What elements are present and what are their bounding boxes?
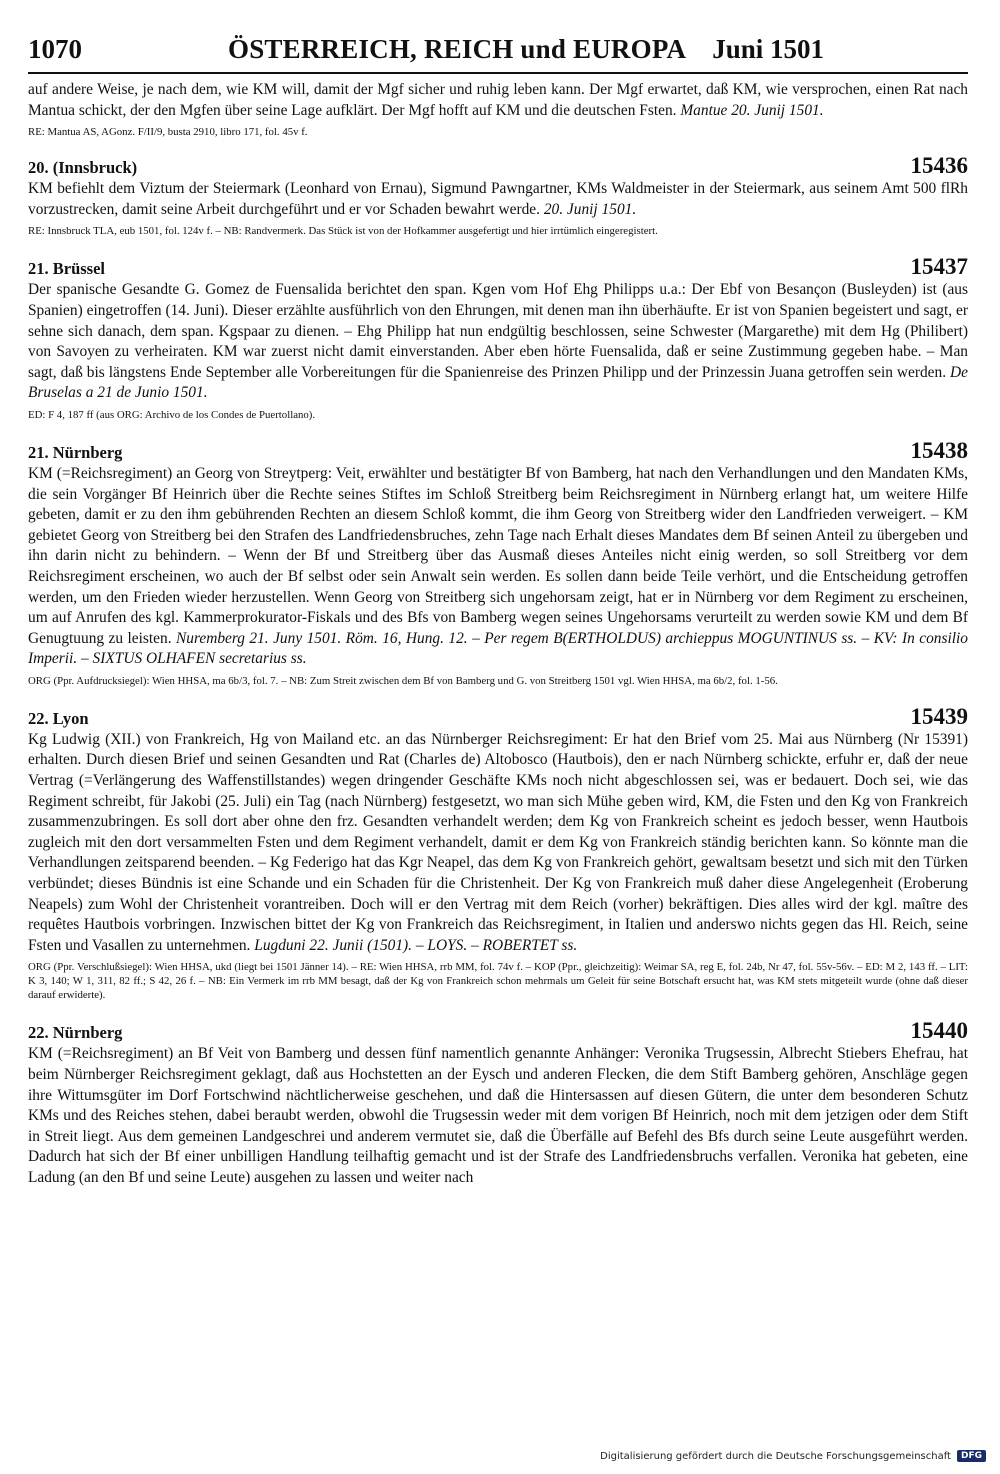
entry-text: KM befiehlt dem Viztum der Steiermark (Leonhard von Ernau), Sigmund Pawngartner, KMs Waldmeister in der Steiermark, aus seinem Amt 500 flRh vorzustrecken, damit seine Arbeit durchgeführt und er vor Schaden bewahrt werde. 20. Junij 1501.: [28, 180, 968, 218]
entry-dateline: Lugduni 22. Junii (1501). – LOYS. – ROBERTET ss.: [254, 936, 578, 954]
page-header: [28, 34, 968, 74]
entry-place: 22. Lyon: [28, 708, 89, 728]
entry-source: ED: F 4, 187 ff (aus ORG: Archivo de los Condes de Puertollano).: [28, 408, 316, 421]
entry-number: 15439: [910, 703, 968, 729]
entry-15437: [28, 254, 968, 422]
intro-continuation: [28, 80, 968, 139]
footer-text: Digitalisierung gefördert durch die Deutsche Forschungsgemeinschaft: [600, 1450, 951, 1462]
entry-heading: [28, 704, 968, 730]
entry-text: KM (=Reichsregiment) an Bf Veit von Bamberg und dessen fünf namentlich genannte Anhänger: Veronika Trugsessin, Albrecht Stiebers Ehefrau, hat beim Nürnberger Reichsregiment geklagt, daß aus Hochstetten an der Eysch und anderen Flecken, die dem Stift Bamberg gehören, Anschläge gegen ihre Wittumsgüter im Dorf Fortschwind nächtlicherweise geschehen, und daß die Hintersassen auf diesen Gütern, die unter dem besonderen Schutz KMs und des Reiches stehen, dabei beraubt werden, obwohl die Trugsessin weder mit dem vorigen Bf Heinrich, noch mit dem jetzigen oder dem Stift in Streit liegt. Aus dem gemeinen Landgeschrei und anderem vermutet sie, daß die Überfälle auf Befehl des Bfs durch seine Leute ausgeführt werden. Dadurch hat sich der Bf einer unbilligen Handlung teilhaftig gemacht und ist der Strafe des Landfriedensbruchs verfallen. Veronika hat gebeten, eine Ladung (an den Bf und seine Leute) ausgehen zu lassen und weiter nach: [28, 1045, 968, 1186]
entry-heading: [28, 153, 968, 179]
intro-dateline: Mantue 20. Junij 1501.: [680, 101, 824, 119]
entry-number: 15438: [910, 437, 968, 463]
entry-15440: [28, 1018, 968, 1188]
entry-text: Der spanische Gesandte G. Gomez de Fuensalida berichtet den span. Kgen vom Hof Ehg Philipps u.a.: Der Ebf von Besançon (Busleyden) ist (aus Spanien) eingetroffen (14. Juni). Dieser erzählte ausführlich von den Ehrungen, mit denen man ihn überhäufte. Er ist von Spanien begeistert und sagt, er sehne sich danach, dem span. Kgspaar zu dienen. – Ehg Philipp hat nun endgültig beschlossen, seine Schwester (Margarethe) mit dem Hg (Philibert) von Savoyen zu verheiraten. KM war zuerst nicht damit einverstanden. Aber eben hörte Fuensalida, daß er seine Zustimmung gegeben habe. – Man sagt, daß bis längstens Ende September alle Vorbereitungen für die Spanienreise des Prinzen Philipp und der Prinzessin Juana getroffen sein werden. De Bruselas a 21 de Junio 1501.: [28, 281, 968, 402]
intro-text: auf andere Weise, je nach dem, wie KM will, damit der Mgf sicher und ruhig leben kann. Der Mgf erwartet, daß KM, wie versprochen, einen Rat nach Mantua schickt, der den Mgfen über seine Lage aufklärt. Der Mgf hofft auf KM und die deutschen Fsten. Mantue 20. Junij 1501.: [28, 81, 968, 119]
entry-place: 21. Brüssel: [28, 259, 106, 279]
running-date: Juni 1501: [712, 34, 825, 64]
entry-dateline: De Bruselas a 21 de Junio 1501.: [28, 363, 968, 402]
entry-dateline: Nuremberg 21. Juny 1501. Röm. 16, Hung. 12. – Per regem B(ERTHOLDUS) archieppus MOGUNTINUS ss. – KV: In consilio Imperii. – SIXTUS OLHAFEN secretarius ss.: [28, 629, 968, 668]
entry-15438: [28, 438, 968, 688]
entry-heading: [28, 1018, 968, 1044]
intro-source: RE: Mantua AS, AGonz. F/II/9, busta 2910, libro 171, fol. 45v f.: [28, 126, 308, 139]
entry-15436: [28, 153, 968, 238]
entry-source: ORG (Ppr. Aufdrucksiegel): Wien HHSA, ma 6b/3, fol. 7. – NB: Zum Streit zwischen dem Bf von Bamberg und G. von Streitberg 1501 vgl. Wien HHSA, ma 6b/2, fol. 1-56.: [28, 674, 778, 687]
entry-heading: [28, 254, 968, 280]
entry-number: 15436: [910, 153, 968, 179]
document-page: [28, 34, 968, 1189]
entry-text: KM (=Reichsregiment) an Georg von Streytperg: Veit, erwählter und bestätigter Bf von Bamberg, hat nach den Verhandlungen und den Mandaten KMs, die sein Vorgänger Bf Heinrich über die Rechte seines Stiftes im Schloß Streitberg beim Reichsregiment in Nürnberg erlangt hat, um weitere Hilfe gebeten, damit er zu den ihm gebührenden Rechten an diesem Schloß kommt, die ihm Georg von Streitberg wider den Landfrieden verweigert. – KM gebietet Georg von Streitberg bei den Strafen des Landfriedensbruches, zehn Tage nach Erhalt dieses Mandates dem Bf seinen Anteil zu übergeben und ihn darin nicht zu behindern. – Wenn der Bf und Streitberg über das Ausmaß dieses Anteiles nicht einig werden, so soll Streitberg vor dem Reichsregiment erscheinen, wo auch der Bf selbst oder sein Anwalt sein werden. Es sollen dann beide Teile verhört, und die Entscheidung getroffen werden, um den Frieden wieder herzustellen. Wenn Georg von Streitberg sich ungehorsam zeigt, hat er in Nürnberg vor dem Regiment zu erscheinen, um auf Anrufen des kgl. Kammerprokurator-Fiskals und des Bfs von Bamberg wegen seines Ungehorsams verurteilt zu werden sowie KM und dem Bf Genugtuung zu leisten. Nuremberg 21. Juny 1501. Röm. 16, Hung. 12. – Per regem B(ERTHOLDUS) archieppus MOGUNTINUS ss. – KV: In consilio Imperii. – SIXTUS OLHAFEN secretarius ss.: [28, 464, 968, 668]
page-number: 1070: [28, 34, 82, 64]
entry-place: 21. Nürnberg: [28, 442, 123, 462]
entry-source: RE: Innsbruck TLA, eub 1501, fol. 124v f. – NB: Randvermerk. Das Stück ist von der Hofkammer ausgefertigt und hier irrtümlich eingeregistert.: [28, 225, 658, 238]
footer-credit: [600, 1450, 986, 1462]
entry-number: 15440: [910, 1018, 968, 1044]
entry-place: 20. (Innsbruck): [28, 158, 138, 178]
entry-text: Kg Ludwig (XII.) von Frankreich, Hg von Mailand etc. an das Nürnberger Reichsregiment: Er hat den Brief vom 25. Mai aus Nürnberg (Nr 15391) erhalten. Durch diesen Brief und seinen Gesandten und Rat (Charles de) Altobosco (Hautbois), den er nach Nürnberg schickte, erfuhr er, daß der neue Vertrag (=Verlängerung des Waffenstillstandes) wegen dringender Geschäfte KMs noch nicht abgeschlossen sei, was er bedauert. Doch sei, wie das Regiment schreibt, für Jakobi (25. Juli) ein Tag (nach Nürnberg) festgesetzt, wo man sich Mühe geben wird, KM, die Fsten und den Kg von Frankreich zusammenzubringen. Es soll dort aber ohne den frz. Gesandten verhandelt werden; dem Kg von Frankreich scheint es jedoch besser, wenn Hautbois zugleich mit den dort versammelten Fsten und dem Regiment verhandelt, damit er dem Kg von Frankreich ständig berichten kann. So könnte man die Verhandlungen zeitsparend beenden. – Kg Federigo hat das Kgr Neapel, das dem Kg von Frankreich gehört, gewaltsam besetzt und sich mit den Türken verbündet; dieses Bündnis ist eine Schande und ein Schaden für die Christenheit. Der Kg von Frankreich muß daher diese Angelegenheit (Eroberung Neapels) zum Wohl der Christenheit vorantreiben. Doch will er den Vertrag mit dem Reich (vorher) bekräftigen. Dies alles wird der kgl. maître des requêtes Hautbois vorbringen. Inzwischen bittet der Kg von Frankreich das Reichsregiment, in Italien und anderswo nichts gegen das Hl. Reich, seine Fsten und Vasallen zu unternehmen. Lugduni 22. Junii (1501). – LOYS. – ROBERTET ss.: [28, 730, 968, 954]
entry-dateline: 20. Junij 1501.: [543, 200, 637, 218]
entry-15439: [28, 704, 968, 1003]
entry-number: 15437: [910, 254, 968, 280]
dfg-logo-icon: DFG: [957, 1450, 986, 1462]
entry-heading: [28, 438, 968, 464]
entry-place: 22. Nürnberg: [28, 1023, 123, 1043]
entry-source: ORG (Ppr. Verschlußsiegel): Wien HHSA, ukd (liegt bei 1501 Jänner 14). – RE: Wien HHSA, rrb MM, fol. 74v f. – KOP (Ppr., gleichzeitig): Weimar SA, reg E, fol. 24b, Nr 47, fol. 55v-56v. – ED: M 2, 143 ff. – LIT: K 3, 140; W 1, 311, 82 ff.; S 42, 26 f. – NB: Ein Vermerk im rrb MM besagt, daß der Kg von Frankreich schon mehrmals um Geleit für seine Botschaft ersucht hat, was KM stets mitgeteilt wurde (ohne daß dieser darauf erwiderte).: [28, 961, 968, 1002]
running-title: ÖSTERREICH, REICH und EUROPA: [228, 34, 687, 64]
